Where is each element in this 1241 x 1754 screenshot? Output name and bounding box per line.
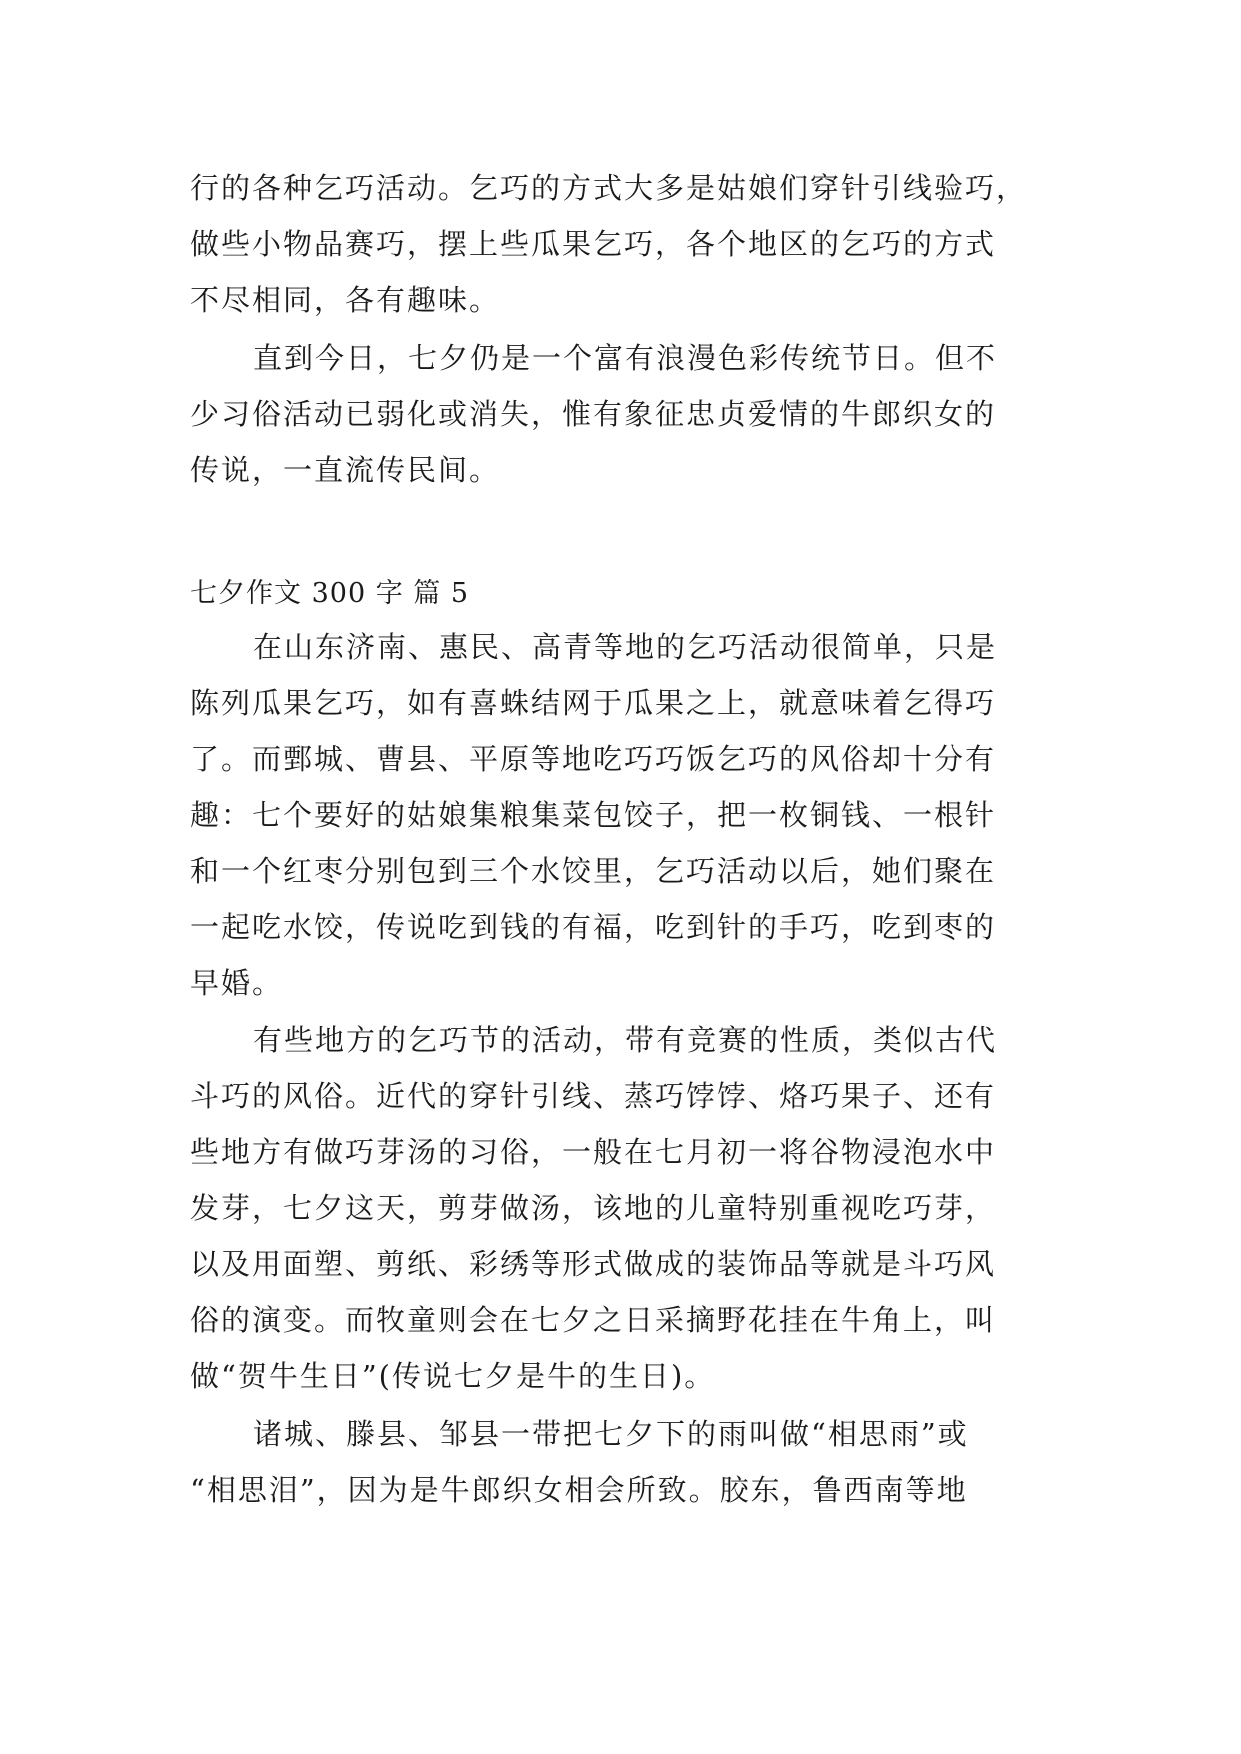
paragraph-line: 有些地方的乞巧节的活动，带有竞赛的性质，类似古代: [253, 1023, 998, 1057]
paragraph-line: 不尽相同，各有趣味。: [190, 283, 501, 317]
paragraph-line: 了。而鄄城、曹县、平原等地吃巧巧饭乞巧的风俗却十分有: [190, 742, 997, 776]
paragraph-line: 早婚。: [190, 966, 284, 1000]
paragraph-line: 诸城、滕县、邹县一带把七夕下的雨叫做“相思雨”或: [253, 1417, 969, 1451]
paragraph-line: 直到今日，七夕仍是一个富有浪漫色彩传统节日。但不: [253, 341, 998, 375]
paragraph-line: 发芽，七夕这天，剪芽做汤，该地的儿童特别重视吃巧芽，: [190, 1191, 997, 1225]
paragraph-line: 斗巧的风俗。近代的穿针引线、蒸巧饽饽、烙巧果子、还有: [190, 1079, 997, 1113]
paragraph-line: 和一个红枣分别包到三个水饺里，乞巧活动以后，她们聚在: [190, 854, 997, 888]
paragraph-line: 趣：七个要好的姑娘集粮集菜包饺子，把一枚铜钱、一根针: [190, 798, 997, 832]
paragraph-line: “相思泪”，因为是牛郎织女相会所致。胶东，鲁西南等地: [190, 1473, 968, 1507]
paragraph-line: 以及用面塑、剪纸、彩绣等形式做成的装饰品等就是斗巧风: [190, 1247, 997, 1281]
paragraph-line: 陈列瓜果乞巧，如有喜蛛结网于瓜果之上，就意味着乞得巧: [190, 686, 997, 720]
paragraph-line: 传说，一直流传民间。: [190, 453, 501, 487]
section-heading: 七夕作文 300 字 篇 5: [190, 578, 470, 609]
paragraph-line: 俗的演变。而牧童则会在七夕之日采摘野花挂在牛角上，叫: [190, 1303, 997, 1337]
paragraph-line: 做些小物品赛巧，摆上些瓜果乞巧，各个地区的乞巧的方式: [190, 227, 997, 261]
paragraph-line: 行的各种乞巧活动。乞巧的方式大多是姑娘们穿针引线验巧，: [190, 171, 1028, 205]
paragraph-line: 少习俗活动已弱化或消失，惟有象征忠贞爱情的牛郎织女的: [190, 397, 997, 431]
paragraph-line: 在山东济南、惠民、高青等地的乞巧活动很简单，只是: [253, 630, 998, 664]
paragraph-line: 一起吃水饺，传说吃到钱的有福，吃到针的手巧，吃到枣的: [190, 910, 997, 944]
paragraph-line: 做“贺牛生日”(传说七夕是牛的生日)。: [190, 1359, 716, 1393]
paragraph-line: 些地方有做巧芽汤的习俗，一般在七月初一将谷物浸泡水中: [190, 1135, 997, 1169]
